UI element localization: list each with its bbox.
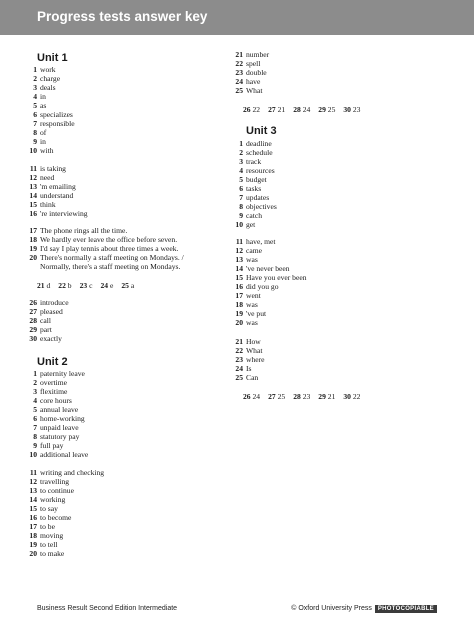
answer-text: track [246, 156, 262, 166]
answer-number: 27 [268, 392, 276, 401]
answer-text: to tell [40, 539, 58, 549]
answer-number: 2 [239, 147, 243, 157]
inline-answer [318, 105, 335, 114]
answer-number: 9 [239, 210, 243, 220]
answer-number: 12 [29, 476, 37, 486]
answer-text: in [40, 91, 46, 101]
unit2-list1 [27, 370, 88, 460]
answer-text: We hardly ever leave the office before seven. [40, 234, 178, 244]
answer-item [27, 514, 104, 523]
answer-item [27, 541, 104, 550]
answer-text: where [246, 354, 265, 364]
answer-item [233, 374, 265, 383]
unit3-heading: Unit 3 [246, 125, 277, 137]
answer-text: full pay [40, 440, 64, 450]
answer-number: 20 [29, 548, 37, 558]
answer-number: 23 [79, 281, 88, 290]
unit1-list3 [27, 227, 184, 272]
answer-text: in [40, 136, 46, 146]
answer-number: 29 [318, 392, 326, 401]
answer-number: 15 [29, 503, 37, 513]
answer-number: 2 [33, 73, 37, 83]
answer-number: 30 [29, 333, 37, 343]
answer-text: was [246, 299, 258, 309]
answer-text: There's normally a staff meeting on Mondays. / [40, 252, 184, 262]
answer-number: 27 [268, 105, 276, 114]
answer-number: 9 [33, 136, 37, 146]
answer-number: 6 [33, 413, 37, 423]
answer-number: 30 [343, 105, 351, 114]
answer-number: 1 [239, 139, 243, 148]
answer-number: 10 [29, 449, 37, 459]
answer-number: 25 [235, 372, 243, 382]
answer-item [27, 523, 104, 532]
unit2-list2 [27, 469, 104, 559]
answer-text: a [130, 281, 135, 290]
inline-answer [121, 281, 134, 290]
answer-number: 13 [235, 254, 243, 264]
answer-text: was [246, 254, 258, 264]
answer-text: to say [40, 503, 58, 513]
answer-text: Have you ever been [246, 272, 307, 282]
answer-number: 11 [29, 468, 37, 477]
answer-text: did you go [246, 281, 279, 291]
answer-number: 8 [33, 127, 37, 137]
unit1-list4 [27, 299, 69, 344]
unit1-list1 [27, 66, 75, 156]
unit3-list3 [233, 338, 265, 383]
answer-text: went [246, 290, 261, 300]
answer-text: call [40, 315, 51, 325]
answer-text: unpaid leave [40, 422, 79, 432]
answer-number: 17 [235, 290, 243, 300]
answer-number: 14 [29, 494, 37, 504]
answer-item [233, 310, 307, 319]
answer-number: 21 [235, 337, 243, 346]
answer-number: 18 [29, 234, 37, 244]
answer-number: 3 [33, 82, 37, 92]
answer-number: 13 [29, 485, 37, 495]
answer-text: paternity leave [40, 369, 85, 378]
answer-number: 29 [29, 324, 37, 334]
answer-text: What [246, 85, 263, 95]
answer-text: The phone rings all the time. [40, 226, 128, 235]
answer-number: 10 [29, 145, 37, 155]
answer-text: 22 [252, 105, 261, 114]
answer-text: work [40, 65, 56, 74]
answer-number: 4 [33, 91, 37, 101]
answer-item [233, 221, 277, 230]
answer-text: What [246, 345, 263, 355]
answer-text: is taking [40, 164, 66, 173]
unit2-inline-answers [243, 105, 368, 114]
answer-number: 20 [29, 252, 37, 262]
answer-text: deals [40, 82, 56, 92]
answer-text: annual leave [40, 404, 79, 414]
page-title: Progress tests answer key [37, 9, 208, 24]
answer-item [27, 487, 104, 496]
answer-number: 27 [29, 306, 37, 316]
answer-number: 7 [33, 118, 37, 128]
unit2-list3 [233, 51, 269, 96]
answer-number: 23 [235, 67, 243, 77]
answer-text: 21 [277, 105, 286, 114]
answer-text: specializes [40, 109, 73, 119]
answer-number: 21 [37, 281, 45, 290]
answer-number: 29 [318, 105, 326, 114]
photocopiable-badge: PHOTOCOPIABLE [375, 605, 437, 613]
answer-item [233, 238, 307, 247]
answer-number: 1 [33, 65, 37, 74]
answer-number: 26 [243, 105, 251, 114]
page-header-bar [0, 0, 474, 35]
answer-text: get [246, 219, 256, 229]
answer-number: 19 [235, 308, 243, 318]
footer-book-title: Business Result Second Edition Intermediate [37, 605, 178, 612]
answer-number: 18 [29, 530, 37, 540]
answer-item [233, 87, 269, 96]
answer-number: 15 [29, 199, 37, 209]
answer-number: 1 [33, 369, 37, 378]
answer-text: 24 [252, 392, 261, 401]
answer-text: exactly [40, 333, 62, 343]
answer-number: 26 [29, 298, 37, 307]
answer-number: 8 [33, 431, 37, 441]
answer-number: 16 [29, 512, 37, 522]
answer-text: to continue [40, 485, 74, 495]
answer-number: 11 [235, 237, 243, 246]
unit3-inline-answers [243, 392, 368, 401]
answer-text: to become [40, 512, 72, 522]
answer-text: travelling [40, 476, 70, 486]
unit2-heading: Unit 2 [37, 356, 68, 368]
answer-number: 26 [243, 392, 251, 401]
answer-number: 20 [235, 317, 243, 327]
answer-number: 14 [235, 263, 243, 273]
footer-copyright [291, 605, 437, 613]
answer-number: 9 [33, 440, 37, 450]
inline-answer [37, 281, 50, 290]
answer-number: 3 [33, 386, 37, 396]
answer-text: have [246, 76, 261, 86]
answer-text: writing and checking [40, 468, 105, 477]
inline-answer [243, 392, 260, 401]
answer-item [233, 283, 307, 292]
answer-item [27, 496, 104, 505]
answer-text: 23 [352, 105, 361, 114]
answer-text: c [89, 281, 93, 290]
answer-text: number [246, 50, 270, 59]
answer-text: working [40, 494, 66, 504]
answer-number: 22 [235, 345, 243, 355]
answer-number: 28 [29, 315, 37, 325]
unit1-heading: Unit 1 [37, 52, 68, 64]
answer-item [233, 247, 307, 256]
answer-number: 16 [235, 281, 243, 291]
answer-number: 7 [239, 192, 243, 202]
answer-number: 5 [33, 404, 37, 414]
answer-text: additional leave [40, 449, 89, 459]
answer-number: 2 [33, 377, 37, 387]
answer-number: 21 [235, 50, 243, 59]
answer-item [27, 550, 104, 559]
answer-text: of [40, 127, 47, 137]
answer-number: 5 [239, 174, 243, 184]
answer-text: responsible [40, 118, 75, 128]
answer-text: flexitime [40, 386, 68, 396]
inline-answer [293, 105, 310, 114]
answer-number: 24 [235, 363, 243, 373]
answer-item [27, 210, 88, 219]
answer-number: 5 [33, 100, 37, 110]
answer-number: 22 [58, 281, 66, 290]
answer-number: 30 [343, 392, 351, 401]
answer-text: came [246, 245, 263, 255]
answer-text: I'd say I play tennis about three times a week. [40, 243, 179, 253]
answer-item [27, 532, 104, 541]
answer-text: think [40, 199, 56, 209]
answer-item [27, 147, 75, 156]
inline-answer [343, 105, 360, 114]
footer-copyright-text: © Oxford University Press [291, 605, 372, 612]
answer-text: resources [246, 165, 275, 175]
answer-text: core hours [40, 395, 72, 405]
answer-text: overtime [40, 377, 67, 387]
answer-text: 25 [327, 105, 336, 114]
answer-text: statutory pay [40, 431, 80, 441]
answer-text: 've put [246, 308, 267, 318]
answer-text: to be [40, 521, 55, 531]
inline-answer [58, 281, 71, 290]
answer-text: updates [246, 192, 270, 202]
answer-text: 22 [352, 392, 361, 401]
answer-item [27, 335, 69, 344]
answer-item [27, 451, 88, 460]
answer-text: spell [246, 58, 261, 68]
answer-text: 'm emailing [40, 181, 76, 191]
answer-text: as [40, 100, 47, 110]
answer-number: 25 [235, 85, 243, 95]
answer-number: 3 [239, 156, 243, 166]
answer-number: 22 [235, 58, 243, 68]
inline-answer [243, 105, 260, 114]
answer-number: 28 [293, 105, 301, 114]
inline-answer [293, 392, 310, 401]
answer-text: pleased [40, 306, 63, 316]
answer-text: 're interviewing [40, 208, 88, 218]
answer-text: b [67, 281, 72, 290]
answer-text: catch [246, 210, 263, 220]
answer-number: 28 [293, 392, 301, 401]
answer-text: have, met [246, 237, 276, 246]
unit3-list1 [233, 140, 277, 230]
answer-text: 25 [277, 392, 286, 401]
answer-number: 7 [33, 422, 37, 432]
answer-text: with [40, 145, 54, 155]
answer-text: understand [40, 190, 74, 200]
answer-number: 13 [29, 181, 37, 191]
answer-number: 19 [29, 539, 37, 549]
answer-text: 21 [327, 392, 336, 401]
answer-number: 18 [235, 299, 243, 309]
answer-item [233, 319, 307, 328]
answer-number: 11 [29, 164, 37, 173]
answer-text: introduce [40, 298, 69, 307]
answer-number: 25 [121, 281, 129, 290]
answer-number: 24 [235, 76, 243, 86]
unit1-list2 [27, 165, 88, 219]
answer-text: moving [40, 530, 64, 540]
answer-text: home-working [40, 413, 85, 423]
answer-number: 6 [239, 183, 243, 193]
answer-text: double [246, 67, 267, 77]
answer-item [233, 292, 307, 301]
unit1-inline-answers [37, 281, 142, 290]
answer-text: part [40, 324, 52, 334]
answer-text: budget [246, 174, 267, 184]
inline-answer [343, 392, 360, 401]
answer-number: 10 [235, 219, 243, 229]
answer-number: 12 [235, 245, 243, 255]
answer-number: 16 [29, 208, 37, 218]
answer-number: 24 [100, 281, 109, 290]
answer-number: 14 [29, 190, 37, 200]
answer-text: deadline [246, 139, 272, 148]
answer-number: 4 [239, 165, 243, 175]
answer-number: 23 [235, 354, 243, 364]
answer-text: 23 [302, 392, 311, 401]
answer-text: 've never been [246, 263, 290, 273]
answer-text: charge [40, 73, 61, 83]
answer-text: d [46, 281, 51, 290]
answer-text: objectives [246, 201, 277, 211]
answer-number: 4 [33, 395, 37, 405]
answer-number: 19 [29, 243, 37, 253]
answer-number: 12 [29, 172, 37, 182]
answer-number: 17 [29, 521, 37, 531]
answer-text: e [109, 281, 114, 290]
answer-text: How [246, 337, 261, 346]
unit3-list2 [233, 238, 307, 328]
answer-number: 17 [29, 226, 37, 235]
answer-number: 15 [235, 272, 243, 282]
answer-text: Can [246, 372, 259, 382]
inline-answer [318, 392, 335, 401]
answer-text: tasks [246, 183, 262, 193]
answer-text: was [246, 317, 258, 327]
inline-answer [268, 392, 285, 401]
answer-text: schedule [246, 147, 273, 157]
inline-answer [100, 281, 113, 290]
answer-text: Is [246, 363, 252, 373]
inline-answer [268, 105, 285, 114]
answer-text: to make [40, 548, 65, 558]
answer-item [233, 301, 307, 310]
answer-text: 24 [302, 105, 311, 114]
inline-answer [80, 281, 93, 290]
answer-number: 6 [33, 109, 37, 119]
answer-text: need [40, 172, 55, 182]
answer-item: Normally, there's a staff meeting on Mondays. [40, 261, 181, 271]
answer-number: 8 [239, 201, 243, 211]
